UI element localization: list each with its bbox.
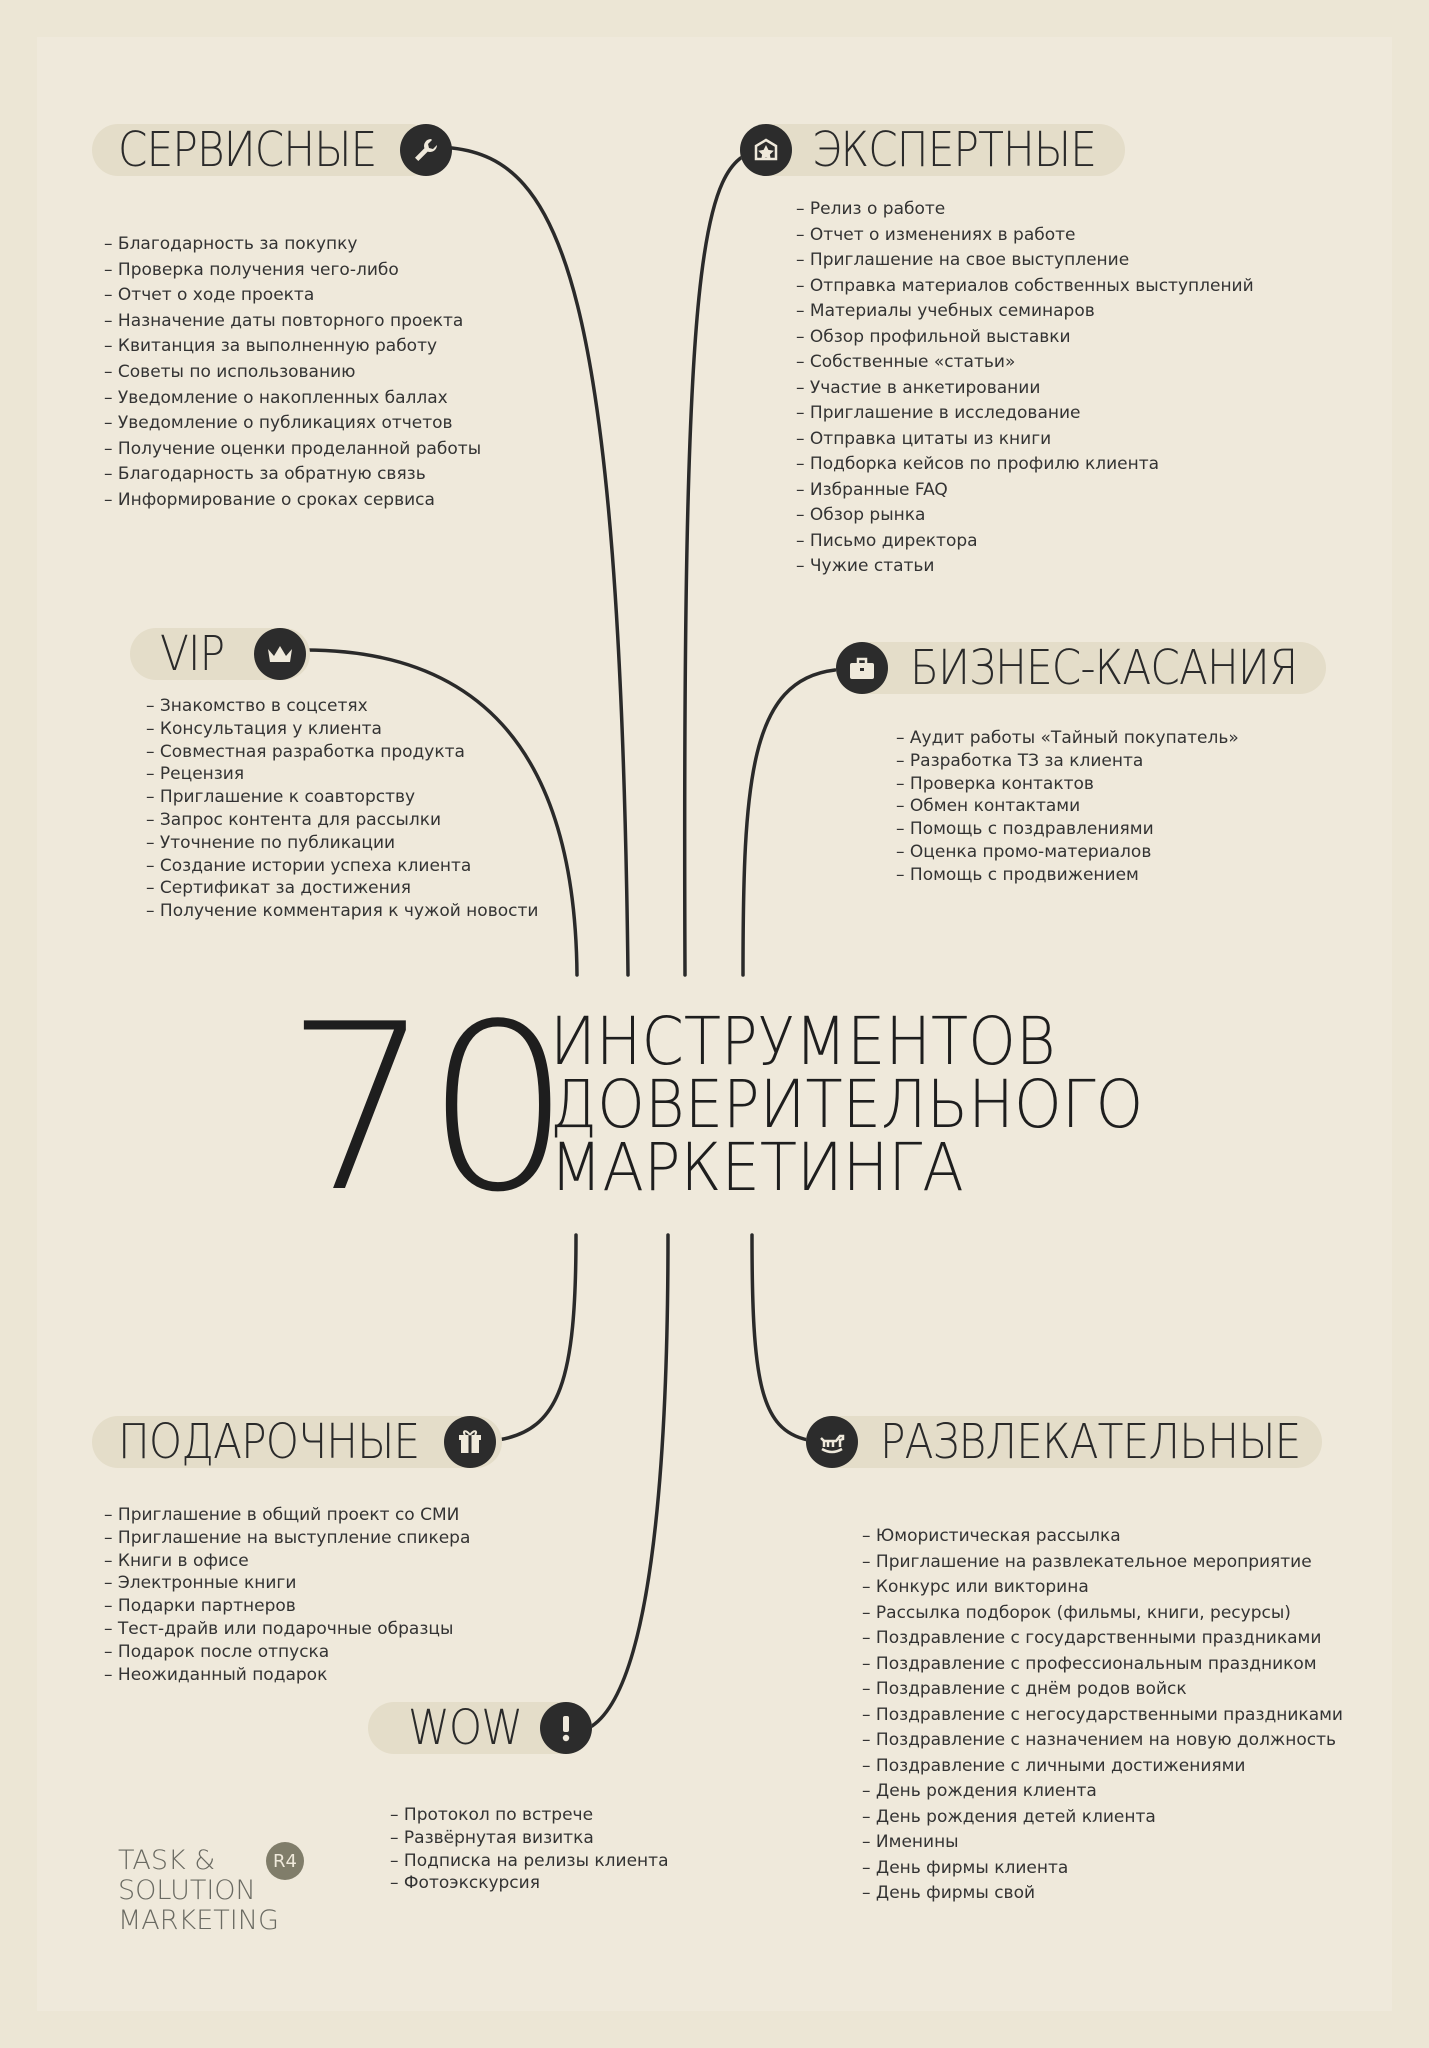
list-item: – Обзор профильной выставки <box>796 325 1254 351</box>
connector-gift <box>498 1235 576 1440</box>
list-item: – Электронные книги <box>104 1572 470 1595</box>
list-item: – Проверка контактов <box>896 773 1239 796</box>
list-item: – Разработка ТЗ за клиента <box>896 750 1239 773</box>
list-item: – Подарки партнеров <box>104 1595 470 1618</box>
list-item: – Поздравление с назначением на новую должность <box>862 1728 1343 1754</box>
connector-business <box>743 670 835 975</box>
category-title-wow: WOW <box>408 1700 523 1756</box>
main-headline <box>550 1003 1144 1206</box>
tools-count: 70 <box>285 976 566 1243</box>
list-item: – Рассылка подборок (фильмы, книги, ресурсы) <box>862 1601 1343 1627</box>
headline-line-3: МАРКЕТИНГА <box>550 1129 964 1206</box>
list-item: – Создание истории успеха клиента <box>146 855 538 878</box>
list-item: – Совместная разработка продукта <box>146 741 538 764</box>
headline-line-1: ИНСТРУМЕНТОВ <box>550 1003 1056 1080</box>
list-item: – Обмен контактами <box>896 795 1239 818</box>
list-item: – Подписка на релизы клиента <box>390 1850 669 1873</box>
list-item: – Помощь с продвижением <box>896 864 1239 887</box>
company-logo <box>118 1846 279 1936</box>
list-item: – Знакомство в соцсетях <box>146 695 538 718</box>
list-item: – Участие в анкетировании <box>796 376 1254 402</box>
list-item: – Консультация у клиента <box>146 718 538 741</box>
category-title-vip: VIP <box>160 626 225 682</box>
list-item: – Получение оценки проделанной работы <box>104 437 481 463</box>
list-item: – Обзор рынка <box>796 503 1254 529</box>
list-item: – Квитанция за выполненную работу <box>104 334 481 360</box>
rocking-horse-icon <box>806 1416 858 1468</box>
list-item: – Материалы учебных семинаров <box>796 299 1254 325</box>
category-title-service: СЕРВИСНЫЕ <box>118 122 377 178</box>
list-item: – Отправка цитаты из книги <box>796 427 1254 453</box>
wrench-icon <box>400 124 452 176</box>
logo-line-1: TASK & <box>118 1845 216 1876</box>
list-item: – Поздравление с профессиональным праздником <box>862 1652 1343 1678</box>
list-item: – Именины <box>862 1830 1343 1856</box>
list-item: – День фирмы клиента <box>862 1856 1343 1882</box>
list-item: – Отчет о ходе проекта <box>104 283 481 309</box>
list-item: – Благодарность за покупку <box>104 232 481 258</box>
list-item: – Сертификат за достижения <box>146 877 538 900</box>
gift-item-list <box>104 1504 470 1686</box>
service-item-list <box>104 232 481 514</box>
connector-expert <box>685 150 760 975</box>
logo-badge: R4 <box>266 1842 304 1880</box>
vip-item-list <box>146 695 538 923</box>
expert-item-list <box>796 197 1254 580</box>
connector-wow <box>592 1235 668 1726</box>
list-item: – Поздравление с днём родов войск <box>862 1677 1343 1703</box>
list-item: – Письмо директора <box>796 529 1254 555</box>
exclamation-icon <box>540 1702 592 1754</box>
list-item: – Рецензия <box>146 763 538 786</box>
list-item: – Чужие статьи <box>796 554 1254 580</box>
list-item: – Приглашение к соавторству <box>146 786 538 809</box>
star-badge-icon <box>740 124 792 176</box>
list-item: – День фирмы свой <box>862 1881 1343 1907</box>
list-item: – Благодарность за обратную связь <box>104 462 481 488</box>
list-item: – Назначение даты повторного проекта <box>104 309 481 335</box>
list-item: – Оценка промо-материалов <box>896 841 1239 864</box>
logo-line-3: MARKETING <box>118 1905 279 1936</box>
list-item: – Приглашение на свое выступление <box>796 248 1254 274</box>
category-title-expert: ЭКСПЕРТНЫЕ <box>812 122 1097 178</box>
list-item: – Отчет о изменениях в работе <box>796 223 1254 249</box>
list-item: – Подборка кейсов по профилю клиента <box>796 452 1254 478</box>
list-item: – Конкурс или викторина <box>862 1575 1343 1601</box>
list-item: – День рождения детей клиента <box>862 1805 1343 1831</box>
list-item: – Приглашение на развлекательное мероприятие <box>862 1550 1343 1576</box>
list-item: – Поздравление с государственными праздниками <box>862 1626 1343 1652</box>
list-item: – Собственные «статьи» <box>796 350 1254 376</box>
list-item: – Приглашение на выступление спикера <box>104 1527 470 1550</box>
briefcase-icon <box>836 642 888 694</box>
list-item: – Фотоэкскурсия <box>390 1872 669 1895</box>
logo-line-2: SOLUTION <box>118 1875 256 1906</box>
list-item: – Избранные FAQ <box>796 478 1254 504</box>
list-item: – Развёрнутая визитка <box>390 1827 669 1850</box>
list-item: – Уведомление о публикациях отчетов <box>104 411 481 437</box>
business-item-list <box>896 727 1239 887</box>
category-title-business: БИЗНЕС-КАСАНИЯ <box>910 640 1298 696</box>
list-item: – Получение комментария к чужой новости <box>146 900 538 923</box>
list-item: – День рождения клиента <box>862 1779 1343 1805</box>
list-item: – Неожиданный подарок <box>104 1664 470 1687</box>
list-item: – Приглашение в исследование <box>796 401 1254 427</box>
list-item: – Книги в офисе <box>104 1550 470 1573</box>
list-item: – Отправка материалов собственных выступлений <box>796 274 1254 300</box>
list-item: – Приглашение в общий проект со СМИ <box>104 1504 470 1527</box>
list-item: – Поздравление с личными достижениями <box>862 1754 1343 1780</box>
list-item: – Юмористическая рассылка <box>862 1524 1343 1550</box>
list-item: – Подарок после отпуска <box>104 1641 470 1664</box>
list-item: – Советы по использованию <box>104 360 481 386</box>
list-item: – Поздравление с негосударственными праздниками <box>862 1703 1343 1729</box>
list-item: – Информирование о сроках сервиса <box>104 488 481 514</box>
wow-item-list <box>390 1804 669 1895</box>
gift-icon <box>444 1416 496 1468</box>
list-item: – Уточнение по публикации <box>146 832 538 855</box>
list-item: – Уведомление о накопленных баллах <box>104 386 481 412</box>
entertainment-item-list <box>862 1524 1343 1907</box>
list-item: – Помощь с поздравлениями <box>896 818 1239 841</box>
crown-icon <box>254 628 306 680</box>
list-item: – Запрос контента для рассылки <box>146 809 538 832</box>
headline-line-2: ДОВЕРИТЕЛЬНОГО <box>550 1066 1144 1143</box>
list-item: – Аудит работы «Тайный покупатель» <box>896 727 1239 750</box>
list-item: – Протокол по встрече <box>390 1804 669 1827</box>
list-item: – Тест-драйв или подарочные образцы <box>104 1618 470 1641</box>
category-title-gift: ПОДАРОЧНЫЕ <box>118 1414 420 1470</box>
category-title-entertainment: РАЗВЛЕКАТЕЛЬНЫЕ <box>880 1414 1301 1470</box>
list-item: – Проверка получения чего-либо <box>104 258 481 284</box>
connector-entertainment <box>752 1235 808 1440</box>
list-item: – Релиз о работе <box>796 197 1254 223</box>
